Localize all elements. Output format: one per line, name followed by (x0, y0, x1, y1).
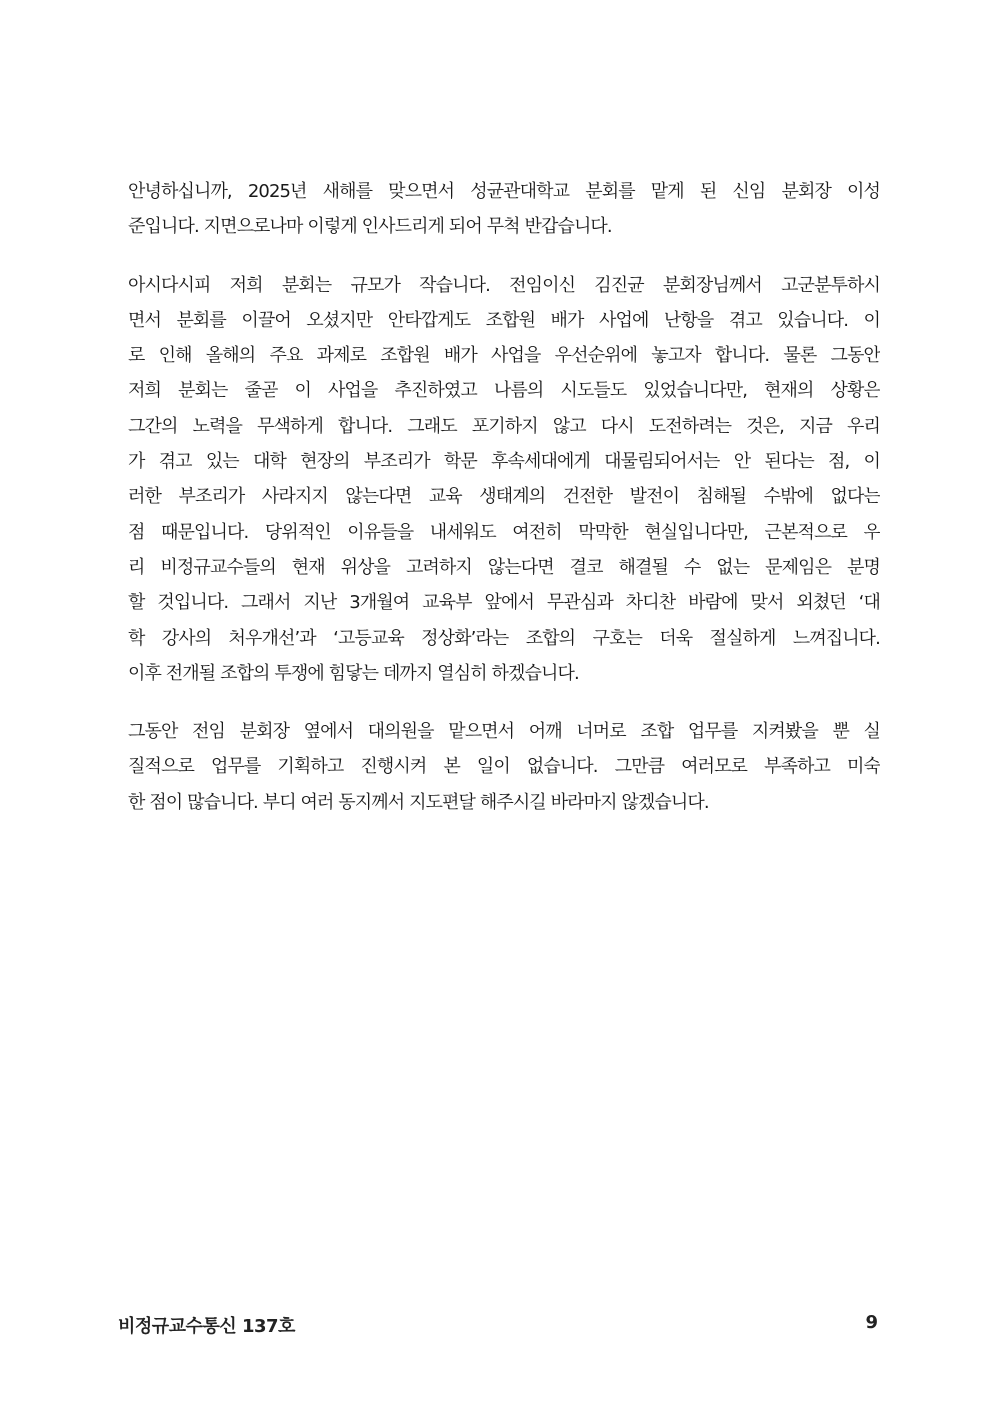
text-line: 안녕하십니까, 2025년 새해를 맞으면서 성균관대학교 분회를 맡게 된 신임 분회장 이성 (128, 181, 880, 202)
text-line: 할 것입니다. 그래서 지난 3개월여 교육부 앞에서 무관심과 차디찬 바람에 맞서 외쳤던 ‘대 (128, 592, 880, 614)
paragraph-1 (128, 174, 880, 245)
paragraph-2 (128, 268, 880, 692)
footer-publication-title: 비정규교수통신 137호 (118, 1316, 295, 1337)
paragraph-3 (128, 714, 880, 820)
text-line: 준입니다. 지면으로나마 이렇게 인사드리게 되어 무척 반갑습니다. (128, 216, 612, 238)
text-line: 점 때문입니다. 당위적인 이유들을 내세워도 여전히 막막한 현실입니다만, 근본적으로 우 (128, 521, 880, 543)
text-line: 한 점이 많습니다. 부디 여러 동지께서 지도편달 해주시길 바라마지 않겠습니다. (128, 791, 709, 813)
text-line: 리 비정규교수들의 현재 위상을 고려하지 않는다면 결코 해결될 수 없는 문제임은 분명 (128, 556, 880, 578)
text-line: 질적으로 업무를 기획하고 진행시켜 본 일이 없습니다. 그만큼 여러모로 부족하고 미숙 (128, 756, 880, 778)
article-body (128, 174, 880, 843)
text-line: 면서 분회를 이끌어 오셨지만 안타깝게도 조합원 배가 사업에 난항을 겪고 있습니다. 이 (128, 309, 880, 331)
text-line: 그간의 노력을 무색하게 합니다. 그래도 포기하지 않고 다시 도전하려는 것은, 지금 우리 (128, 415, 880, 437)
text-line: 가 겪고 있는 대학 현장의 부조리가 학문 후속세대에게 대물림되어서는 안 된다는 점, 이 (128, 451, 880, 473)
text-line: 러한 부조리가 사라지지 않는다면 교육 생태계의 건전한 발전이 침해될 수밖에 없다는 (128, 486, 880, 508)
text-line: 그동안 전임 분회장 옆에서 대의원을 맡으면서 어깨 너머로 조합 업무를 지켜봤을 뿐 실 (128, 721, 880, 743)
text-line: 이후 전개될 조합의 투쟁에 힘닿는 데까지 열심히 하겠습니다. (128, 662, 579, 684)
text-line: 저희 분회는 줄곧 이 사업을 추진하였고 나름의 시도들도 있었습니다만, 현재의 상황은 (128, 380, 880, 402)
text-line: 로 인해 올해의 주요 과제로 조합원 배가 사업을 우선순위에 놓고자 합니다. 물론 그동안 (128, 345, 880, 367)
text-line: 아시다시피 저희 분회는 규모가 작습니다. 전임이신 김진균 분회장님께서 고군분투하시 (128, 274, 880, 296)
text-line: 학 강사의 처우개선’과 ‘고등교육 정상화’라는 조합의 구호는 더욱 절실하게 느껴집니다. (128, 627, 880, 649)
page-number: 9 (865, 1312, 878, 1333)
